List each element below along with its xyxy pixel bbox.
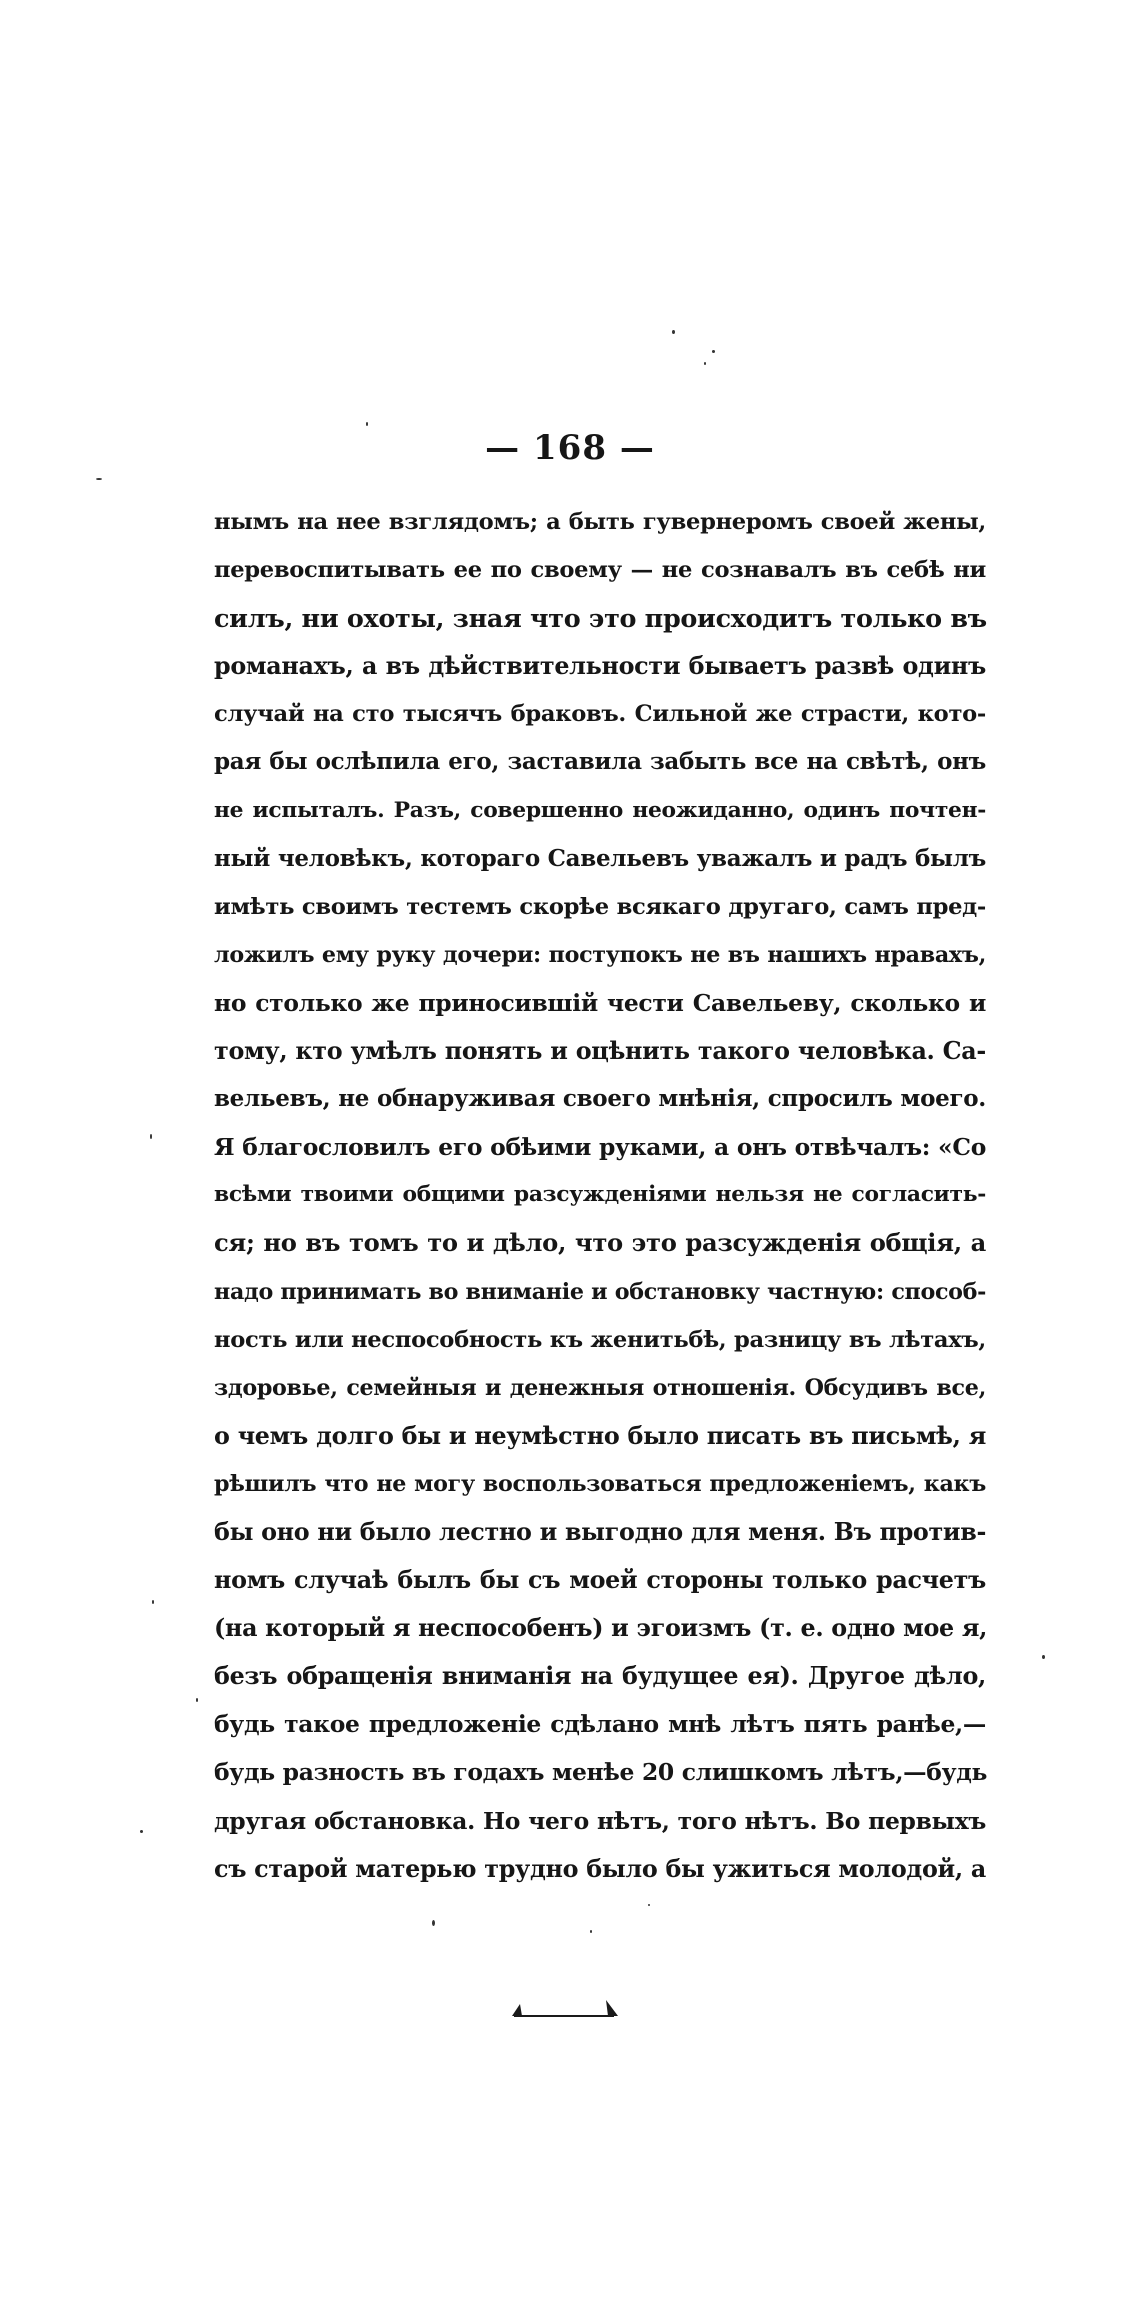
scan-speck	[590, 1930, 592, 1933]
text-line: но столько же приносившій чести Савельеву, сколько и	[214, 988, 986, 1017]
text-line: съ старой матерью трудно было бы ужиться молодой, а	[214, 1854, 986, 1883]
scan-speck	[152, 1600, 154, 1604]
text-line: рѣшилъ что не могу воспользоваться предложеніемъ, какъ	[214, 1470, 986, 1497]
scan-speck	[712, 350, 715, 353]
text-line: (на который я неспособенъ) и эгоизмъ (т. е. одно мое я,	[214, 1614, 988, 1643]
text-line: бы оно ни было лестно и выгодно для меня. Въ против-	[214, 1517, 987, 1546]
text-line: случай на сто тысячъ браковъ. Сильной же страсти, кото-	[214, 701, 986, 728]
text-line: всѣми твоими общими разсужденіями нельзя не согласить-	[214, 1182, 986, 1208]
text-line: Я благословилъ его обѣими руками, а онъ отвѣчалъ: «Со	[214, 1133, 986, 1162]
text-line: имѣть своимъ тестемъ скорѣе всякаго другаго, самъ пред-	[214, 893, 986, 920]
scan-speck	[704, 362, 706, 365]
page-number: — 168 —	[485, 428, 655, 468]
text-line: романахъ, а въ дѣйствительности бываетъ развѣ одинъ	[214, 652, 986, 681]
scan-speck	[196, 1698, 198, 1702]
text-line: будь такое предложеніе сдѣлано мнѣ лѣтъ пять ранѣе,—	[214, 1710, 986, 1739]
scan-speck	[150, 1134, 152, 1139]
text-line: нымъ на нее взглядомъ; а быть гувернеромъ своей жены,	[214, 509, 986, 535]
scan-speck	[672, 330, 675, 334]
ornament-rule-icon	[510, 1996, 620, 2018]
text-line: безъ обращенія вниманія на будущее ея). Другое дѣло,	[214, 1662, 986, 1691]
body-text	[214, 498, 986, 1893]
text-line: рая бы ослѣпила его, заставила забыть все на свѣтѣ, онъ	[214, 748, 986, 776]
scan-speck	[140, 1830, 143, 1833]
text-line: ся; но въ томъ то и дѣло, что это разсужденія общія, а	[214, 1228, 986, 1258]
text-line: о чемъ долго бы и неумѣстно было писать въ письмѣ, я	[214, 1421, 986, 1450]
scan-speck	[1042, 1655, 1045, 1659]
text-line: вельевъ, не обнаруживая своего мнѣнія, спросилъ моего.	[214, 1085, 986, 1113]
text-line: тому, кто умѣлъ понять и оцѣнить такого человѣка. Са-	[214, 1037, 986, 1066]
text-line: здоровье, семейныя и денежныя отношенія. Обсудивъ все,	[214, 1374, 986, 1401]
scan-speck	[366, 422, 368, 426]
text-line: будь разность въ годахъ менѣе 20 слишкомъ лѣтъ,—будь	[214, 1758, 988, 1787]
text-line: ность или неспособность къ женитьбѣ, разницу въ лѣтахъ,	[214, 1326, 986, 1353]
text-line: не испыталъ. Разъ, совершенно неожиданно, одинъ почтен-	[214, 797, 986, 823]
scan-speck	[432, 1920, 435, 1926]
text-line: перевоспитывать ее по своему — не сознавалъ въ себѣ ни	[214, 557, 986, 584]
text-line: силъ, ни охоты, зная что это происходитъ только въ	[214, 603, 987, 634]
text-line: надо принимать во вниманіе и обстановку частную: способ-	[214, 1278, 987, 1305]
text-line: номъ случаѣ былъ бы съ моей стороны только расчетъ	[214, 1566, 986, 1595]
scan-speck	[96, 478, 102, 480]
scan-speck	[648, 1904, 650, 1906]
text-line: другая обстановка. Но чего нѣтъ, того нѣтъ. Во первыхъ	[214, 1806, 986, 1835]
text-line: ный человѣкъ, котораго Савельевъ уважалъ и радъ былъ	[214, 844, 986, 872]
text-line: ложилъ ему руку дочери: поступокъ не въ нашихъ нравахъ,	[214, 941, 986, 968]
